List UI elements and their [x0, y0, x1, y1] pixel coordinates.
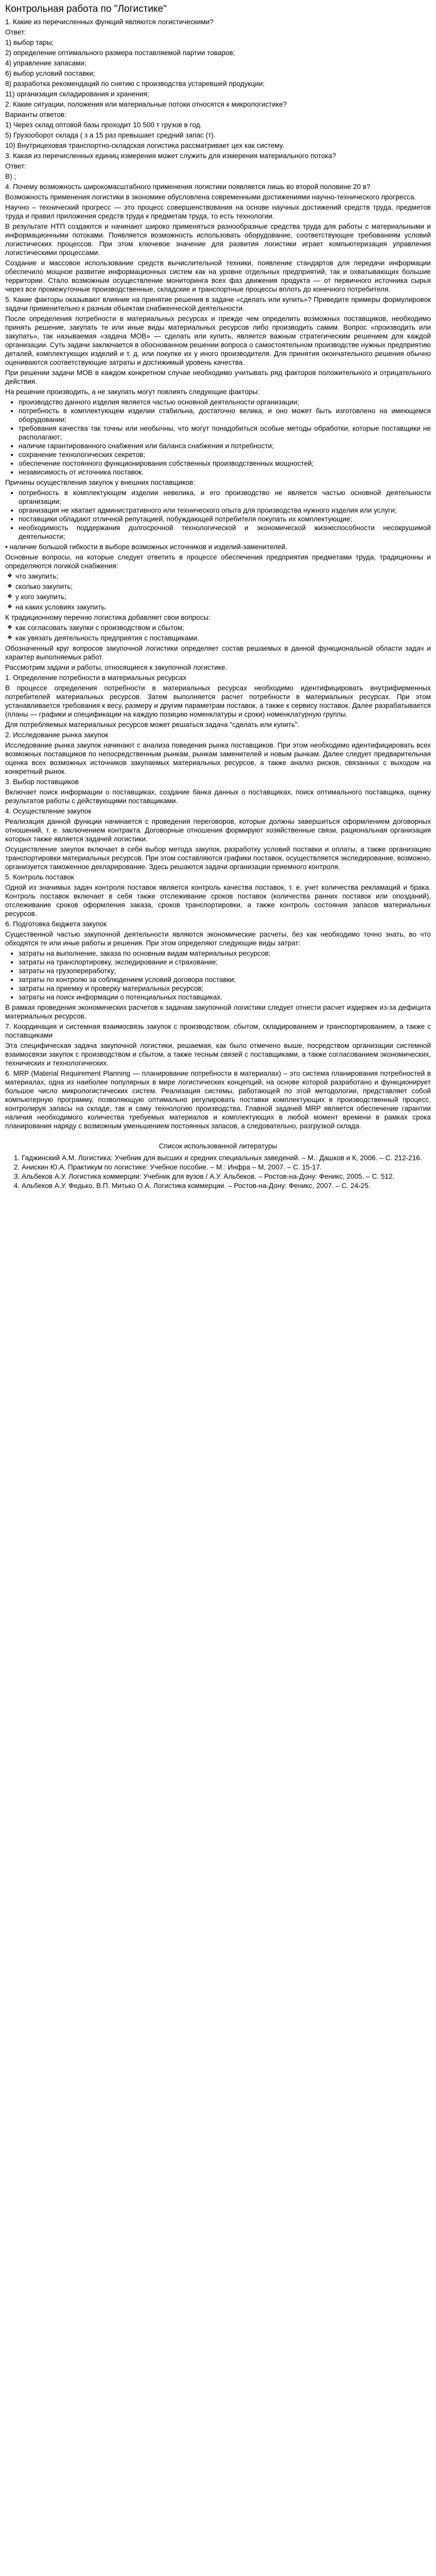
section-heading: 2. Исследование рынка закупок: [5, 731, 109, 739]
reference-item: 2. Анискин Ю.А. Практикум по логистике: Учебное пособие. – М.: Инфра – М, 2007. – С. 15-17.: [22, 1163, 431, 1172]
against-label: Причины осуществления закупок у внешних поставщиков:: [5, 479, 195, 486]
q1-item: 8) разработка рекомендаций по снятию с производства устаревшей продукции;: [5, 80, 265, 88]
q1-answer-list: [5, 38, 431, 98]
q5-extra: • наличие большой гибкости в выборе возможных источников и изделий-заменителей.: [5, 543, 288, 551]
section-paragraph: Для потребляемых материальных ресурсов может решаться задача "сделать или купить".: [5, 721, 300, 728]
list-item: • затраты на транспортировку, экспедирование и страхование;: [19, 958, 431, 967]
in-favor-label: На решение производить, а не закупать могут повлиять следующие факторы:: [5, 388, 259, 396]
list-item: • независимость от источника поставок.: [19, 468, 431, 477]
section-heading: 3. Выбор поставщиков: [5, 778, 79, 786]
answer-label-1: Ответ:: [5, 28, 26, 36]
section-paragraph: Существенной частью закупочной деятельности являются экономические расчеты, без как необходимо точно знать, во что обходятся те или иные работы и решения. При этом определяют следующие виды затрат:: [5, 930, 431, 947]
list-item: • затраты на грузопереработку;: [19, 967, 431, 975]
list-item: • потребность в комплектующем изделии стабильна, достаточно велика, и оно может быть изготовлено на имеющемся оборудовании;: [19, 406, 431, 424]
issues-list: [5, 572, 431, 612]
question-2: 2. Какие ситуации, положения или материальные потоки относятся к микрологистике?: [5, 100, 287, 108]
document-page: [0, 0, 436, 1211]
q5-final-paragraph: Обозначенный круг вопросов закупочной логистики определяет состав решаемых в данной функциональной области задач и характер выполняемых работ.: [5, 645, 431, 661]
list-item: • затраты на выполнение, заказа по основным видам материальных ресурсов;: [19, 949, 431, 958]
section-paragraph: 6. MRP (Material Requirement Planning — планирование потребности в материалах) – это система планирования потребностей в материалах, одна из наиболее популярных в мире логистических концепций, на основе которой разработано и функционирует большое число микрологистических систем. Реализация системы, работающей по этой методологии, представляет собой компьютерную программу, позволяющую оптимально регулировать поставки комплектующих в производственный процесс, контролируя запасы на складе, так и саму технологию производства. Главной задачей MRP является обеспечение гарантии наличия необходимого количества требуемых материалов и комплектующих в любой момент времени в рамках срока планирования наряду с возможным уменьшением постоянных запасов, а следовательно, разгрузкой склада.: [5, 1070, 431, 1130]
section-paragraph: В процессе определения потребности в материальных ресурсах необходимо идентифицировать внутрифирменных потребителей материальных ресурсов. Затем выполняется расчет потребности в материальных ресурсах. При этом устанавливается требования к весу, размеру и другим параметрам поставок, а также к сервису поставок. Далее разрабатывается (планы — графики и спецификации на каждую позицию номенклатуры и сроки) номенклатурную группы.: [5, 684, 431, 718]
list-item: • сохранение технологических секретов;: [19, 450, 431, 459]
consider-label: Рассмотрим задачи и работы, относящиеся к закупочной логистике.: [5, 664, 228, 671]
list-item: • затраты по контролю за соблюдением условий договора поставки;: [19, 975, 431, 984]
section-paragraph: Одной из значимых задач контроля поставок является контроль качества поставок, т. е. учет количества рекламаций и брака. Контроль поставок включает в себя также отслеживание сроков поставок (количества ранних поставок или опозданий), отслеживание сроков оформления заказа, сроков транспортировки, а также контроль состояния запасов материальных ресурсов.: [5, 884, 431, 918]
cost-list: [5, 949, 431, 1002]
list-item: ❖ сколько закупить;: [5, 582, 431, 591]
list-item: • обеспечение постоянного функционирования собственных производственных мощностей;: [19, 459, 431, 468]
q1-item: 11) организация складирования и хранения;: [5, 90, 149, 98]
variants-label: Варианты ответов:: [5, 111, 66, 118]
q1-item: 2) определение оптимального размера поставляемой партии товаров;: [5, 49, 235, 57]
traditional-list: [5, 623, 431, 642]
references-list: [5, 1154, 431, 1190]
section-heading: 1. Определение потребности в материальных ресурсах: [5, 674, 186, 682]
section-paragraph: Осуществление закупок включает в себя выбор метода закупок, разработку условий поставки и оплаты, а также организацию транспортировки материальных ресурсов. При этом составляются графики поставок, осуществляется экспедирование, возможно, организуется таможенное декларирование. Здесь решаются задачи организации приемного контроля.: [5, 845, 431, 871]
list-item: • требования качества так точны или необычны, что могут понадобиться особые методы обработки, которые поставщики не располагают;: [19, 424, 431, 442]
q5-paragraph: После определения потребности в материальных ресурсах и прежде чем определить возможных поставщиков, необходимо принять решение, закупать те или иные виды материальных ресурсов либо производить самим. Вопрос «производить или закупать», так называемая «задача MOB» — сделать или купить, является важным стратегическим решением для каждой организации. Суть задачи заключается в обоснованном решении вопроса о самостоятельном производстве нужных предприятию деталей, комплектующих изделий и т. д. или покупке их у иного производителя. Для принятия окончательного решения обычно оцениваются соответствующие затраты и достижимый уровень качества.: [5, 315, 431, 366]
q4-paragraph: Возможность применения логистики в экономике обусловлена современными достижениями научно-технического прогресса.: [5, 193, 416, 201]
reference-item: 4. Альбеков А.У. Федько, В.П. Митько О.А. Логистика коммерции. – Ростов-на-Дону: Феникс, 2007. – С. 24-25.: [22, 1181, 431, 1190]
list-item: • организация не хватает административного или технического опыта для производства нужного изделия или услуги;: [19, 506, 431, 515]
q3-answer: B) ;: [5, 173, 16, 180]
q1-item: 4) управление запасами;: [5, 59, 86, 67]
q4-paragraph: Создание и массовое использование средств вычислительной техники, появление стандартов для передачи информации обеспечило мощное развитие информационных систем как на уровне отдельных предприятий, так и охватывающих большие территории. Стало возможным осуществление мониторинга всех фаз движения продукта — от первичного источника сырья через все промежуточные производственные, складские и транспортные процессы вплоть до конечного потребителя.: [5, 259, 431, 293]
q2-item: 5) Грузооборот склада ( з а 15 раз превышает средний запас (т).: [5, 131, 216, 139]
q5-paragraph: При решении задачи MOB в каждом конкретном случае необходимо учитывать ряд факторов положительного и отрицательного действия.: [5, 369, 431, 385]
list-item: ❖ у кого закупить;: [5, 592, 431, 601]
list-item: • поставщики обладают отличной репутацией, побуждающей потребителя покупать их комплектующие;: [19, 515, 431, 523]
section-paragraph: Исследование рынка закупок начинают с анализа поведения рынка поставщиков. При этом необходимо идентифицировать всех возможных поставщиков по непосредственным рынкам, рынкам заменителей и новым рынкам. Далее следует предварительная оценка всех возможных источников закупаемых материальных ресурсов, а также анализ рисков, связанных с выходом на конкретный рынок.: [5, 741, 431, 775]
section-paragraph: Реализация данной функции начинается с проведения переговоров, которые должны завершиться оформлением договорных отношений, т. е. заключением контракта. Договорные отношения формируют хозяйственные связи, рациональная организация которых также является задачей логистики.: [5, 818, 431, 843]
traditional-label: К традиционному перечню логистика добавляет свои вопросы:: [5, 614, 211, 621]
in-favor-list: [5, 398, 431, 477]
q4-paragraph: Научно – технический прогресс — это процесс совершенствования на основе научных достижений средств труда, предметов труда и правил приложения средств труда к предметам труда, то есть технологии.: [5, 204, 431, 220]
q2-item: 1) Через склад оптовой базы проходит 10 500 т грузов в год.: [5, 121, 202, 129]
section-heading: 7. Координация и системная взаимосвязь закупок с производством, сбытом, складированием и транспортированием, а также с поставщиками: [5, 1023, 431, 1039]
list-item: ❖ на каких условиях закупить.: [5, 603, 431, 612]
list-item: • затраты на поиск информации о потенциальных поставщиках.: [19, 993, 431, 1002]
section-paragraph: Включает поиск информации о поставщиках, создание банка данных о поставщиках, поиск оптимального поставщика, оценку результатов работы с действующими поставщиками.: [5, 788, 431, 805]
question-5: 5. Какие факторы оказывают влияние на принятие решения в задаче «сделать или купить»? Приведите примеры формулировок задачи применительно к разным объектам снабженческой деятельности.: [5, 296, 431, 312]
q2-item: 10) Внутрицеховая транспортно-складская логистика рассматривает цех как систему.: [5, 142, 285, 149]
list-item: ❖ как согласовать закупки с производством и сбытом;: [5, 623, 431, 632]
list-item: • наличие гарантированного снабжения или баланса снабжения и потребности;: [19, 442, 431, 450]
q4-paragraph: В результате НТП создаются и начинают широко применяться разнообразные средства труда для работы с материальными и информационными потоками. Появляется возможность использовать оборудование, соответствующее требованиям условий логистических процессов. При этом ключевое значение для развития логистики играет компьютеризация управления логистическими процессами.: [5, 223, 431, 257]
list-item: • затраты на приемку и проверку материальных ресурсов;: [19, 984, 431, 993]
reference-item: 3. Альбеков А.У. Логистика коммерции: Учебник для вузов / А.У. Альбеков. – Ростов-на-Дону: Феникс, 2005. – С. 512.: [22, 1172, 431, 1181]
list-item: ❖ что закупить;: [5, 572, 431, 581]
references-title: Список использованной литературы: [159, 1142, 277, 1150]
issues-paragraph: Основные вопросы, на которые следует ответить в процессе обеспечения предприятия предметами труда, традиционны и определяются логикой снабжения:: [5, 553, 431, 570]
list-item: • необходимость поддержания долгосрочной технологической и экономической жизнеспособности несокрушимой деятельности;: [19, 523, 431, 541]
page-title: Контрольная работа по "Логистике": [5, 4, 167, 14]
q1-item: 6) выбор условий поставки;: [5, 70, 95, 77]
list-item: • потребность в комплектующем изделии невелика, и его производство не является частью основной деятельности организации;: [19, 488, 431, 506]
section-heading: 4. Осуществление закупок: [5, 807, 92, 815]
section-paragraph: Эта специфическая задача закупочной логистики, решаемая, как было отмечено выше, посредством организации системной взаимосвязи закупок с производством и сбытом, а также тесным связей с поставщиками, а также согласованием экономических, технических и технологических.: [5, 1042, 431, 1067]
question-3: 3. Какая из перечисленных единиц измерения может служить для измерения материального потока?: [5, 152, 336, 160]
answer-label-3: Ответ:: [5, 162, 26, 170]
list-item: ❖ как увязать деятельность предприятия с поставщиками.: [5, 634, 431, 642]
against-list: [5, 488, 431, 541]
reference-item: 1. Гаджинский А.М. Логистика: Учебник для высших и средних специальных заведений. – М.: Дашков и К, 2006. – С. 212-216.: [22, 1154, 431, 1162]
q1-item: 1) выбор тары;: [5, 39, 54, 46]
question-4: 4. Почему возможность широкомасштабного применения логистики появляется лишь во второй половине 20 в?: [5, 183, 371, 191]
section-paragraph: В рамках проведения экономических расчетов к задачам закупочной логистики следует отнести расчет издержек из-за дефицита материальных ресурсов.: [5, 1004, 431, 1020]
list-item: • производство данного изделия является частью основной деятельности организации;: [19, 398, 431, 406]
section-heading: 5. Контроль поставок: [5, 873, 74, 881]
section-heading: 6. Подготовка бюджета закупок: [5, 920, 107, 928]
question-1: 1. Какие из перечисленных функций являются логистическими?: [5, 18, 214, 26]
